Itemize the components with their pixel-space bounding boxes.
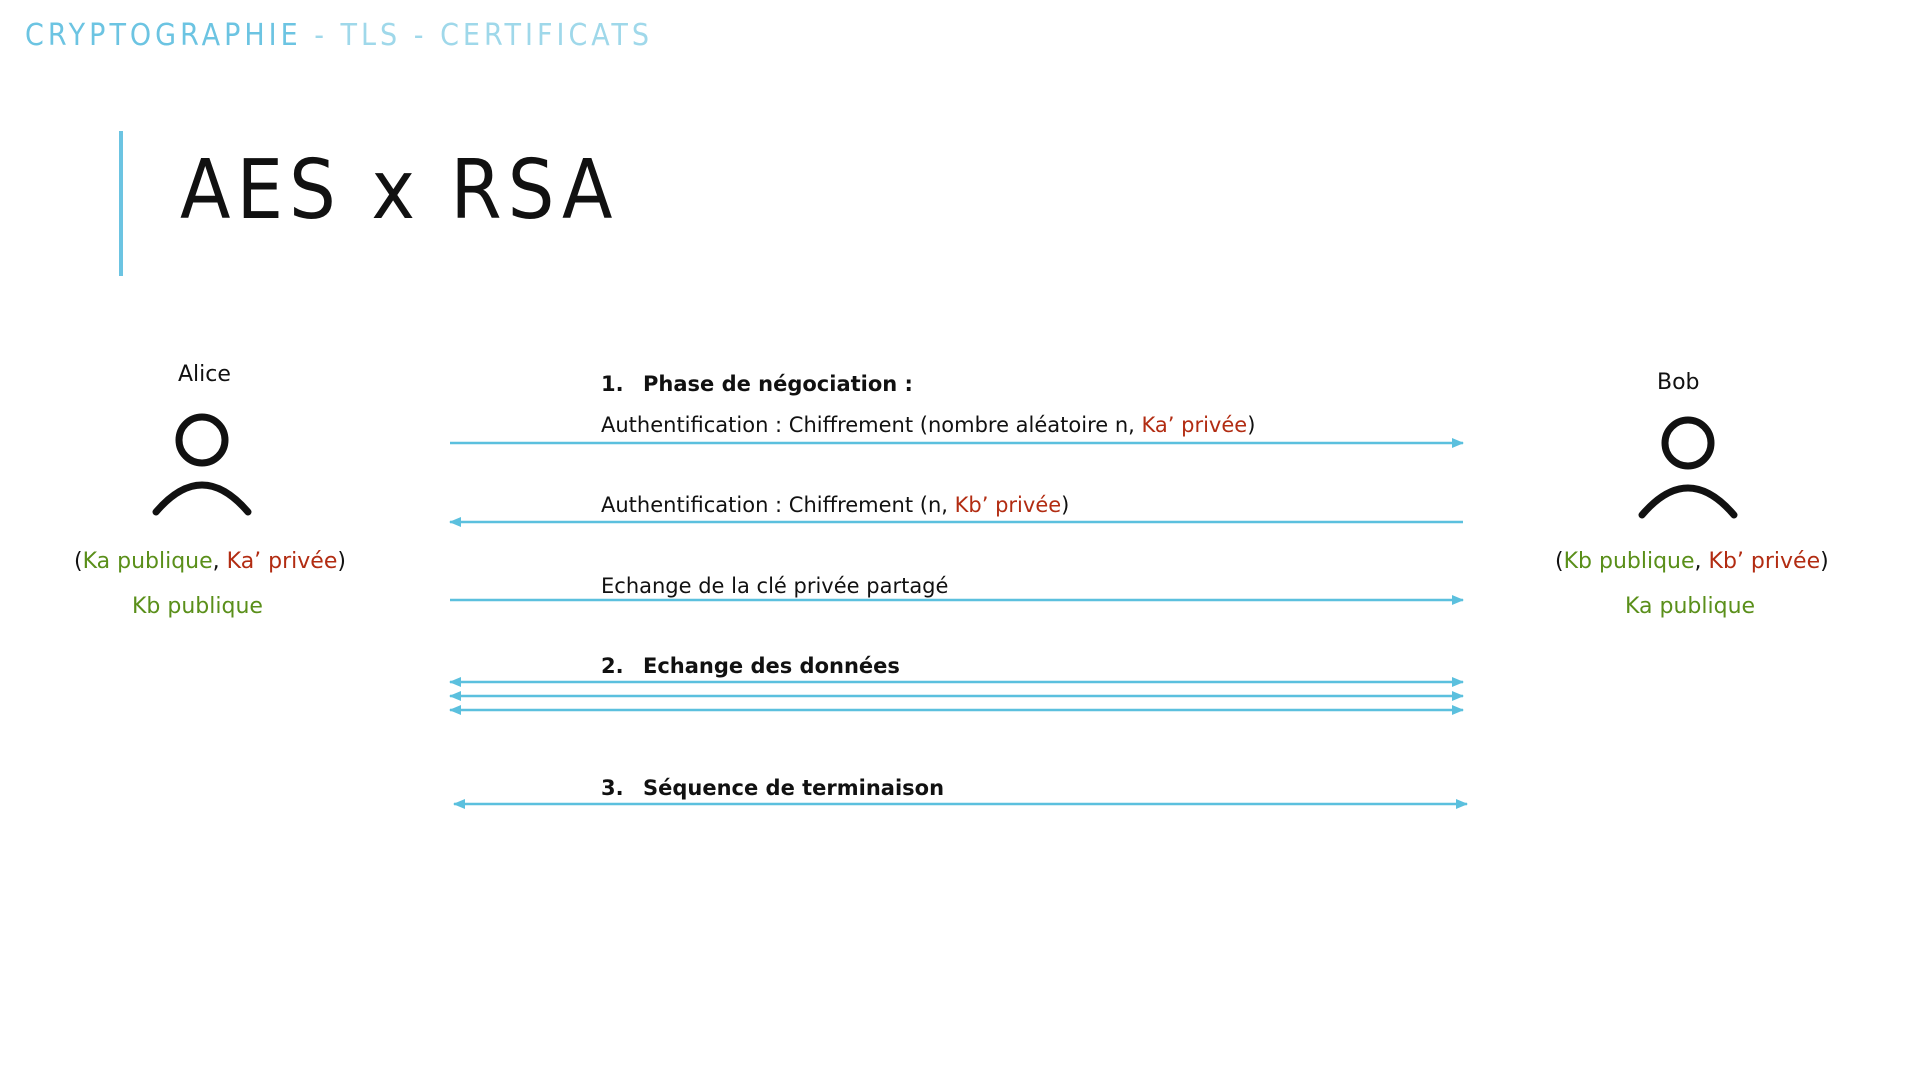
paren-close: ) [1820, 549, 1829, 574]
auth-alice-suffix: ) [1247, 413, 1256, 437]
phase3-number: 3. [601, 776, 624, 800]
phase2-number: 2. [601, 654, 624, 678]
header-main: CRYPTOGRAPHIE [25, 18, 302, 53]
paren-close: ) [337, 549, 346, 574]
key-exchange-label: Echange de la clé privée partagé [601, 574, 949, 598]
phase3-label: Séquence de terminaison [643, 776, 945, 800]
auth-bob-suffix: ) [1061, 493, 1070, 517]
auth-alice-prefix: Authentification : Chiffrement (nombre aléatoire n, [601, 413, 1142, 437]
alice-keys-line2: Kb publique [132, 594, 263, 619]
bob-label: Bob [1657, 370, 1700, 395]
phase2-label: Echange des données [643, 654, 900, 678]
phase1-number: 1. [601, 372, 624, 396]
paren-open: ( [74, 549, 83, 574]
header-rest: - TLS - CERTIFICATS [301, 18, 654, 53]
slide-title: AES x RSA [180, 143, 619, 238]
alice-label: Alice [178, 362, 231, 387]
paren-open: ( [1555, 549, 1564, 574]
phase1-label: Phase de négociation : [643, 372, 913, 396]
alice-public-key: Ka publique [82, 549, 213, 574]
bob-keys-line2: Ka publique [1625, 594, 1756, 619]
auth-bob-key: Kb’ privée [954, 493, 1062, 517]
bob-private-key: Kb’ privée [1708, 549, 1821, 574]
separator: , [212, 549, 227, 574]
separator: , [1694, 549, 1709, 574]
alice-private-key: Ka’ privée [226, 549, 338, 574]
bob-public-key: Kb publique [1563, 549, 1695, 574]
auth-alice-key: Ka’ privée [1141, 413, 1248, 437]
auth-bob-prefix: Authentification : Chiffrement (n, [601, 493, 955, 517]
